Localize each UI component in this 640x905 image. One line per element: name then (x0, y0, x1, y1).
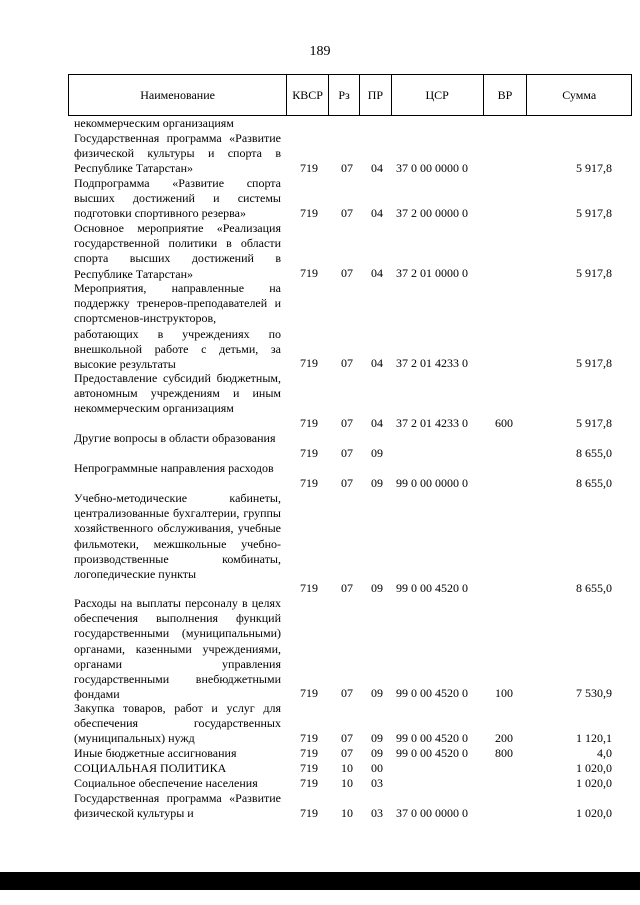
row-kvsr: 719 (300, 446, 318, 460)
row-sum: 1 020,0 (576, 761, 612, 775)
row-pr: 09 (371, 746, 383, 760)
row-kvsr: 719 (300, 746, 318, 760)
table-row (0, 221, 640, 281)
table-row (0, 281, 640, 371)
row-rz: 07 (341, 161, 353, 175)
row-vr: 100 (495, 686, 513, 700)
row-kvsr: 719 (300, 266, 318, 280)
row-csr: 99 0 00 4520 0 (396, 731, 468, 745)
row-name: Основное мероприятие «Реализация государственной политики в области спорта высших достижений в Республике Татарстан» (74, 221, 281, 281)
row-kvsr: 719 (300, 686, 318, 700)
row-rz: 10 (341, 761, 353, 775)
row-csr: 37 0 00 0000 0 (396, 161, 468, 175)
page-number: 189 (309, 44, 331, 59)
budget-table-body (0, 116, 640, 821)
table-row (0, 176, 640, 221)
row-rz: 10 (341, 776, 353, 790)
row-sum: 8 655,0 (576, 476, 612, 490)
row-sum: 1 120,1 (576, 731, 612, 745)
table-row (0, 131, 640, 176)
row-name: Социальное обеспечение населения (74, 776, 258, 790)
row-rz: 07 (341, 416, 353, 430)
row-name: Непрограммные направления расходов (74, 461, 274, 475)
row-csr: 37 2 01 4233 0 (396, 416, 468, 430)
row-name: Государственная программа «Развитие физической культуры и спорта в Республике Татарстан» (74, 131, 281, 176)
row-name: Иные бюджетные ассигнования (74, 746, 237, 760)
row-name: Государственная программа «Развитие физической культуры и (74, 791, 281, 821)
row-csr: 99 0 00 4520 0 (396, 746, 468, 760)
row-csr: 37 2 01 4233 0 (396, 356, 468, 370)
row-pr: 00 (371, 761, 383, 775)
row-rz: 07 (341, 746, 353, 760)
row-name: Закупка товаров, работ и услуг для обеспечения государственных (муниципальных) нужд (74, 701, 281, 746)
table-row (0, 746, 640, 761)
row-sum: 4,0 (597, 746, 612, 760)
row-pr: 09 (371, 731, 383, 745)
row-kvsr: 719 (300, 761, 318, 775)
header-sum: Сумма (562, 87, 597, 102)
row-kvsr: 719 (300, 776, 318, 790)
row-kvsr: 719 (300, 806, 318, 820)
row-name: некоммерческим организациям (74, 116, 234, 130)
row-kvsr: 719 (300, 161, 318, 175)
row-rz: 07 (341, 731, 353, 745)
row-pr: 09 (371, 476, 383, 490)
row-rz: 07 (341, 356, 353, 370)
table-header (68, 74, 632, 116)
table-row (0, 791, 640, 821)
row-rz: 07 (341, 581, 353, 595)
row-rz: 07 (341, 476, 353, 490)
row-vr: 800 (495, 746, 513, 760)
header-vr: ВР (484, 75, 528, 115)
row-rz: 07 (341, 206, 353, 220)
header-kvsr: КВСР (287, 75, 329, 115)
row-sum: 1 020,0 (576, 806, 612, 820)
row-sum: 5 917,8 (576, 416, 612, 430)
row-pr: 04 (371, 356, 383, 370)
row-csr: 99 0 00 4520 0 (396, 581, 468, 595)
header-csr: ЦСР (392, 75, 484, 115)
row-name: СОЦИАЛЬНАЯ ПОЛИТИКА (74, 761, 227, 775)
row-pr: 04 (371, 161, 383, 175)
header-pr: ПР (360, 75, 392, 115)
row-pr: 09 (371, 446, 383, 460)
table-row (0, 596, 640, 701)
row-rz: 07 (341, 266, 353, 280)
header-name: Наименование (69, 75, 287, 115)
row-pr: 03 (371, 776, 383, 790)
row-name: Подпрограмма «Развитие спорта высших достижений и системы подготовки спортивного резерва» (74, 176, 281, 221)
table-row (0, 461, 640, 491)
row-sum: 8 655,0 (576, 581, 612, 595)
row-sum: 8 655,0 (576, 446, 612, 460)
row-rz: 10 (341, 806, 353, 820)
table-row (0, 116, 640, 131)
row-sum: 5 917,8 (576, 266, 612, 280)
row-csr: 99 0 00 0000 0 (396, 476, 468, 490)
row-pr: 04 (371, 416, 383, 430)
row-csr: 37 0 00 0000 0 (396, 806, 468, 820)
row-sum: 7 530,9 (576, 686, 612, 700)
row-csr: 99 0 00 4520 0 (396, 686, 468, 700)
row-vr: 200 (495, 731, 513, 745)
row-sum: 5 917,8 (576, 206, 612, 220)
table-row (0, 761, 640, 776)
row-csr: 37 2 00 0000 0 (396, 206, 468, 220)
row-sum: 5 917,8 (576, 161, 612, 175)
row-sum: 5 917,8 (576, 356, 612, 370)
row-name: Учебно-методические кабинеты, централизованные бухгалтерии, группы хозяйственного обслуживания, учебные фильмотеки, межшкольные учебно-производственные комбинаты, логопедические пункты (74, 491, 281, 582)
table-row (0, 776, 640, 791)
row-name: Расходы на выплаты персоналу в целях обеспечения выполнения функций государственными (муниципальными) органами, казенными учреждениями, органами управления государственными внебюджетными фондами (74, 596, 281, 702)
row-rz: 07 (341, 686, 353, 700)
row-name: Мероприятия, направленные на поддержку тренеров-преподавателей и спортсменов-инструкторов, работающих в учреждениях по внешкольной работе с детьми, за высокие результаты (74, 281, 281, 372)
row-kvsr: 719 (300, 581, 318, 595)
row-pr: 09 (371, 581, 383, 595)
row-name: Другие вопросы в области образования (74, 431, 276, 445)
row-pr: 09 (371, 686, 383, 700)
table-row (0, 491, 640, 596)
table-row (0, 431, 640, 461)
row-csr: 37 2 01 0000 0 (396, 266, 468, 280)
table-row (0, 701, 640, 746)
row-sum: 1 020,0 (576, 776, 612, 790)
header-rz: Рз (329, 75, 360, 115)
table-row (0, 371, 640, 431)
row-kvsr: 719 (300, 356, 318, 370)
row-kvsr: 719 (300, 416, 318, 430)
row-pr: 04 (371, 266, 383, 280)
row-name: Предоставление субсидий бюджетным, автономным учреждениям и иным некоммерческим организациям (74, 371, 281, 416)
scan-edge-bar (0, 872, 640, 890)
row-vr: 600 (495, 416, 513, 430)
row-kvsr: 719 (300, 206, 318, 220)
row-pr: 04 (371, 206, 383, 220)
row-kvsr: 719 (300, 476, 318, 490)
row-kvsr: 719 (300, 731, 318, 745)
row-pr: 03 (371, 806, 383, 820)
row-rz: 07 (341, 446, 353, 460)
